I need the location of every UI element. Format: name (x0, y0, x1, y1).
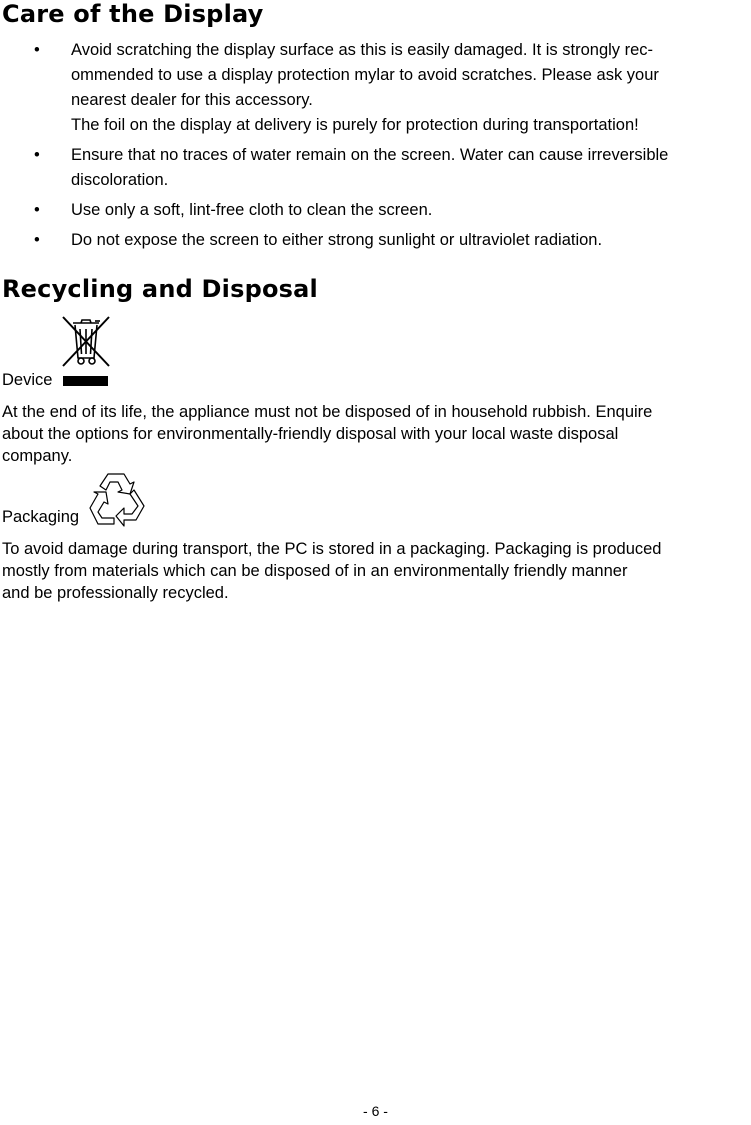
paragraph-line: At the end of its life, the appliance must not be disposed of in household rubbish. Enquire (2, 403, 653, 421)
crossed-out-wheelie-bin-icon (59, 314, 113, 368)
device-label: Device (2, 371, 53, 389)
bullet-icon: • (34, 146, 40, 164)
recycling-arrows-icon (86, 472, 148, 528)
bullet-icon: • (34, 41, 40, 59)
device-disposal-paragraph (2, 401, 751, 467)
paragraph-line: To avoid damage during transport, the PC is stored in a packaging. Packaging is produced (2, 540, 662, 558)
packaging-label: Packaging (2, 508, 80, 526)
bullet-text-line: discoloration. (71, 171, 169, 189)
bullet-text-line: ommended to use a display protection mylar to avoid scratches. Please ask your (71, 66, 659, 84)
list-item (0, 38, 751, 138)
bullet-text-line: The foil on the display at delivery is purely for protection during transportation! (71, 116, 639, 134)
bullet-text-line: Avoid scratching the display surface as this is easily damaged. It is strongly rec- (71, 41, 654, 59)
list-item (0, 228, 751, 253)
list-item (0, 143, 751, 193)
bullet-icon: • (34, 231, 40, 249)
paragraph-line: and be professionally recycled. (2, 584, 229, 602)
page-number: - 6 - (363, 1103, 388, 1119)
bullet-text-line: Do not expose the screen to either strong sunlight or ultraviolet radiation. (71, 231, 603, 249)
bullet-text-line: Use only a soft, lint-free cloth to clean the screen. (71, 201, 433, 219)
bullet-text-line: nearest dealer for this accessory. (71, 91, 313, 109)
care-of-display-heading: Care of the Display (2, 0, 264, 28)
care-bullet-list (0, 38, 751, 258)
bullet-icon: • (34, 201, 40, 219)
list-item (0, 198, 751, 223)
paragraph-line: mostly from materials which can be disposed of in an environmentally friendly manner (2, 562, 628, 580)
bullet-text-line: Ensure that no traces of water remain on the screen. Water can cause irreversible (71, 146, 669, 164)
paragraph-line: about the options for environmentally-friendly disposal with your local waste disposal (2, 425, 619, 443)
packaging-paragraph (2, 538, 751, 604)
recycling-disposal-heading: Recycling and Disposal (2, 275, 318, 303)
solid-bar-icon (63, 376, 108, 386)
paragraph-line: company. (2, 447, 73, 465)
